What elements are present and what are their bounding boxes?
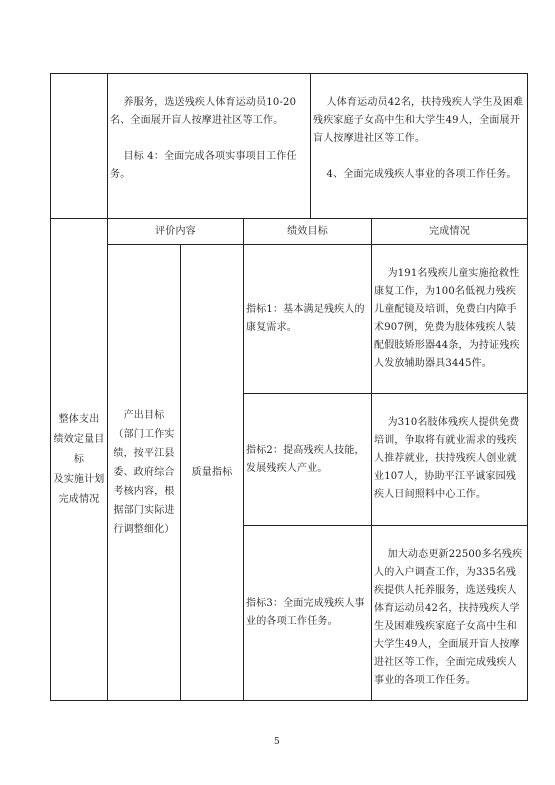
top-right-paragraph: 人体育运动员42名，扶持残疾人学生及困难残疾家庭子女高中生和大学生49人，全面展开盲人按摩进社区等工作。 — [313, 97, 524, 144]
top-right-item4: 4、全面完成残疾人事业的各项工作任务。 — [326, 169, 517, 180]
table-divider-col-top-mid — [310, 73, 311, 219]
row2-target-text: 指标2：提高残疾人技能，发展残疾人产业。 — [246, 444, 365, 474]
page-number: 5 — [274, 737, 280, 747]
header-completion-status: 完成情况 — [429, 225, 470, 237]
quality-indicator: 质量指标 — [191, 466, 233, 478]
top-right-text — [313, 76, 525, 202]
row3-status — [374, 528, 526, 700]
table-border-bottom — [50, 700, 528, 701]
table-divider-col1 — [107, 73, 108, 701]
row3-status-text: 加大动态更新22500多名残疾人的入户调查工作，为335名残疾提供人托养服务，选送残疾人体育运动员42名，扶持残疾人学生及困难残疾家庭子女高中生和大学生49人，全面展开盲人按摩进社区等工作，全面完成残疾人事业的各项工作任务。 — [374, 549, 523, 686]
top-left-paragraph: 养服务，选送残疾人体育运动员10-20名、全面展开盲人按摩进社区等工作。 — [110, 97, 297, 126]
row2-status — [374, 396, 526, 525]
table-divider-col3 — [243, 218, 244, 701]
output-target: 产出目标 （部门工作实绩，按平江县委、政府综合考核内容，根据部门实际进行调整细化） — [113, 410, 175, 535]
row1-status-text: 为191名残疾儿童实施抢救性康复工作，为100名低视力残疾儿童配镜及培训，免费白内障手术907例，免费为肢体残疾人装配假肢矫形器44条，为持证残疾人发放辅助器具3445件。 — [374, 268, 520, 369]
row2-target — [246, 394, 369, 525]
row1-target — [246, 245, 369, 393]
header-performance-target: 绩效目标 — [287, 225, 328, 237]
row2-status-text: 为310名肢体残疾人提供免费培训，争取将有就业需求的残疾人推荐就业，扶持残疾人创业就业107人，协助平江平诚家园残疾人日间照料中心工作。 — [374, 417, 520, 500]
row1-status — [374, 247, 526, 393]
header-eval-content: 评价内容 — [155, 225, 196, 237]
top-left-goal4: 目标 4：全面完成各项实事项目工作任务。 — [110, 151, 297, 180]
section-label: 整体支出 绩效定量目标 及实施计划 完成情况 — [53, 413, 105, 505]
top-left-text — [110, 76, 308, 202]
table-border-right — [527, 73, 528, 701]
row1-target-text: 指标1：基本满足残疾人的康复需求。 — [246, 304, 365, 333]
table-border-top — [50, 73, 528, 74]
row3-target-text: 指标3：全面完成残疾人事业的各项工作任务。 — [246, 598, 365, 627]
row3-target — [246, 526, 369, 700]
table-divider-col4 — [371, 218, 372, 701]
